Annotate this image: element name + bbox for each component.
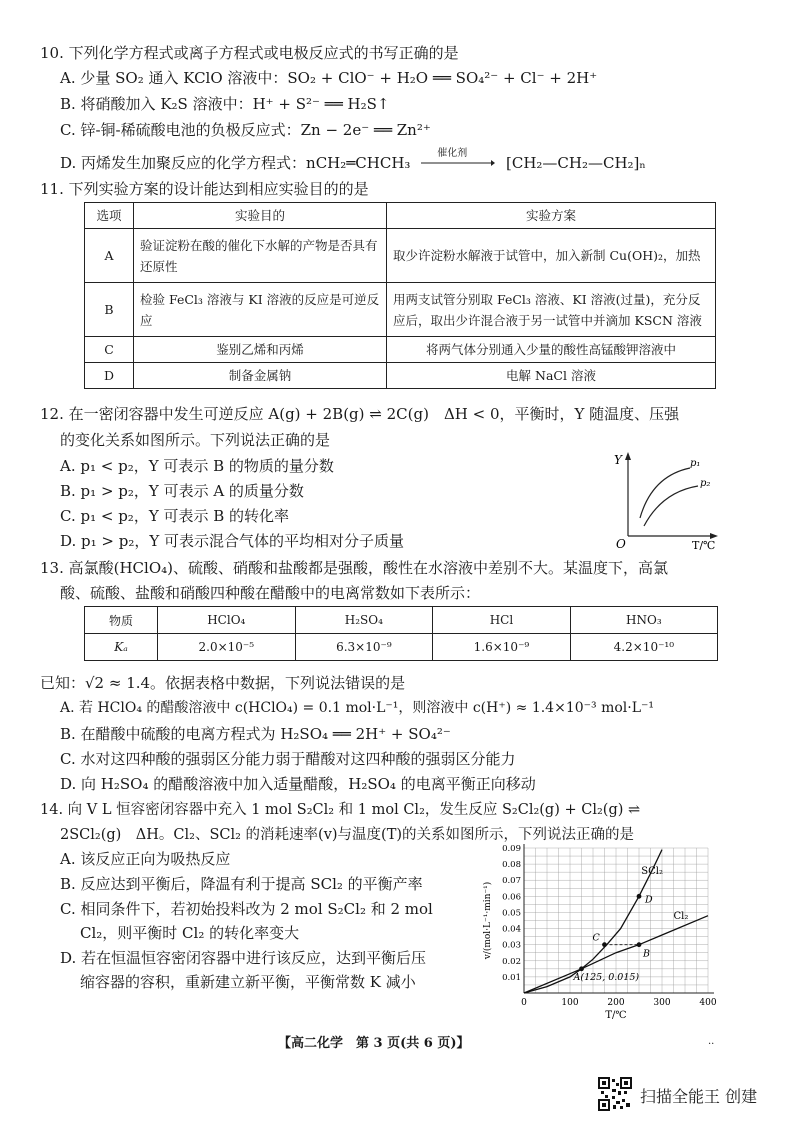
- table-cell: 4.2×10⁻¹⁰: [570, 634, 717, 661]
- q10-option-c: C. 锌-铜-稀硫酸电池的负极反应式：Zn − 2e⁻ ══ Zn²⁺: [60, 121, 431, 139]
- table-header: 实验目的: [134, 203, 387, 229]
- q10-option-a: A. 少量 SO₂ 通入 KClO 溶液中：SO₂ + ClO⁻ + H₂O ══ SO₄²⁻ + Cl⁻ + 2H⁺: [60, 69, 598, 87]
- q14-option-c-line2: Cl₂，则平衡时 Cl₂ 的转化率变大: [80, 924, 300, 942]
- table-cell: A: [85, 229, 134, 283]
- table-cell: HNO₃: [570, 607, 717, 634]
- table-cell: HCl: [433, 607, 571, 634]
- q13-option-c: C. 水对这四种酸的强弱区分能力弱于醋酸对这四种酸的强弱区分能力: [60, 750, 516, 768]
- q12-graph: [612, 448, 722, 550]
- table-cell: 检验 FeCl₃ 溶液与 KI 溶液的反应是可逆反应: [134, 283, 387, 337]
- point-a: [579, 966, 584, 971]
- q14-option-b: B. 反应达到平衡后，降温有利于提高 SCl₂ 的平衡产率: [60, 875, 423, 893]
- y-tick-label: 0.02: [502, 956, 521, 967]
- q14-option-c-line1: C. 相同条件下，若初始投料改为 2 mol S₂Cl₂ 和 2 mol: [60, 900, 433, 918]
- y-axis-label: Y: [614, 453, 622, 467]
- y-tick-label: 0.01: [502, 972, 521, 983]
- x-tick-label: 400: [699, 998, 717, 1008]
- q10-stem: 10. 下列化学方程式或离子方程式或电极反应式的书写正确的是: [40, 44, 459, 62]
- q14-option-a: A. 该反应正向为吸热反应: [60, 850, 231, 868]
- q10-option-d: [60, 148, 646, 173]
- table-cell: HClO₄: [158, 607, 296, 634]
- table-cell: 制备金属钠: [134, 363, 387, 389]
- table-cell: Kₐ: [85, 634, 158, 661]
- q12-option-b: B. p₁ > p₂，Y 可表示 A 的质量分数: [60, 482, 304, 500]
- table-row: [85, 634, 718, 661]
- point-label: A(125, 0.015): [573, 971, 640, 983]
- table-cell: 2.0×10⁻⁵: [158, 634, 296, 661]
- q13-option-d: D. 向 H₂SO₄ 的醋酸溶液中加入适量醋酸，H₂SO₄ 的电离平衡正向移动: [60, 775, 536, 793]
- point-label: D: [645, 894, 653, 906]
- q13-option-b: B. 在醋酸中硫酸的电离方程式为 H₂SO₄ ══ 2H⁺ + SO₄²⁻: [60, 725, 451, 743]
- origin-label: O: [616, 537, 626, 550]
- q13-table: [84, 606, 718, 661]
- q11-table: [84, 202, 716, 389]
- chart-y-label: v/(mol·L⁻¹·min⁻¹): [483, 881, 493, 960]
- catalyst-label: 催化剂: [437, 148, 468, 159]
- y-tick-label: 0.07: [502, 876, 521, 887]
- q13-stem-line2: 酸、硫酸、盐酸和硝酸四种酸在醋酸中的电离常数如下表所示：: [60, 584, 481, 602]
- x-axis-label: T/℃: [692, 539, 716, 550]
- y-tick-label: 0.05: [502, 908, 521, 919]
- q14-option-d-line2: 缩容器的容积，重新建立新平衡，平衡常数 K 减小: [80, 973, 416, 991]
- chart-x-label: T/℃: [605, 1010, 627, 1020]
- series-label-cl2: Cl₂: [673, 910, 689, 922]
- table-row: [85, 337, 716, 363]
- x-tick-label: 0: [521, 998, 527, 1008]
- table-cell: D: [85, 363, 134, 389]
- q12-option-a: A. p₁ < p₂，Y 可表示 B 的物质的量分数: [60, 457, 334, 475]
- table-header-row: [85, 203, 716, 229]
- scanner-watermark: 扫描全能王 创建: [640, 1087, 758, 1106]
- curve-p1: [640, 468, 690, 518]
- q12-stem-line1: 12. 在一密闭容器中发生可逆反应 A(g) + 2B(g) ⇌ 2C(g) ΔH < 0，平衡时，Y 随温度、压强: [40, 405, 680, 423]
- curve-label-p1: p₁: [690, 458, 701, 469]
- page-mark: ..: [708, 1036, 715, 1047]
- series-label-scl2: SCl₂: [641, 865, 664, 877]
- q14-stem-line1: 14. 向 V L 恒容密闭容器中充入 1 mol S₂Cl₂ 和 1 mol Cl₂，发生反应 S₂Cl₂(g) + Cl₂(g) ⇌: [40, 802, 641, 818]
- table-row: [85, 229, 716, 283]
- table-cell: 用两支试管分别取 FeCl₃ 溶液、KI 溶液(过量)，充分反应后，取出少许混合液于另一试管中并滴加 KSCN 溶液: [387, 283, 716, 337]
- catalyst-arrow: [421, 148, 495, 168]
- table-header: 实验方案: [387, 203, 716, 229]
- y-tick-label: 0.06: [502, 892, 521, 903]
- y-axis-arrow: [625, 452, 631, 460]
- table-cell: 鉴别乙烯和丙烯: [134, 337, 387, 363]
- point-label: C: [592, 932, 600, 944]
- q12-option-c: C. p₁ < p₂，Y 可表示 B 的转化率: [60, 507, 290, 525]
- qr-code: [598, 1077, 632, 1111]
- table-cell: 6.3×10⁻⁹: [295, 634, 433, 661]
- table-row: [85, 363, 716, 389]
- page-footer: 【高二化学 第 3 页(共 6 页)】: [278, 1036, 470, 1051]
- q10-d-reactant: D. 丙烯发生加聚反应的化学方程式：nCH₂═CHCH₃: [60, 154, 411, 172]
- q10-option-b: B. 将硝酸加入 K₂S 溶液中：H⁺ + S²⁻ ══ H₂S↑: [60, 95, 390, 113]
- y-tick-label: 0.08: [502, 860, 521, 871]
- point-label: B: [643, 948, 650, 960]
- q13-known: 已知：√2 ≈ 1.4。依据表格中数据，下列说法错误的是: [40, 674, 406, 692]
- q14-stem-line2: 2SCl₂(g) ΔH。Cl₂、SCl₂ 的消耗速率(v)与温度(T)的关系如图所示，下列说法正确的是: [60, 827, 635, 843]
- x-tick-label: 200: [607, 998, 625, 1008]
- table-cell: B: [85, 283, 134, 337]
- curve-label-p2: p₂: [700, 478, 711, 489]
- table-cell: 电解 NaCl 溶液: [387, 363, 716, 389]
- table-cell: 验证淀粉在酸的催化下水解的产物是否具有还原性: [134, 229, 387, 283]
- y-tick-label: 0.04: [502, 924, 521, 935]
- y-tick-label: 0.09: [502, 844, 521, 854]
- table-row: [85, 283, 716, 337]
- table-cell: 1.6×10⁻⁹: [433, 634, 571, 661]
- q13-stem-line1: 13. 高氯酸(HClO₄)、硫酸、硝酸和盐酸都是强酸，酸性在水溶液中差别不大。某温度下，高氯: [40, 559, 668, 577]
- table-cell: 物质: [85, 607, 158, 634]
- table-header: 选项: [85, 203, 134, 229]
- x-tick-label: 100: [561, 998, 579, 1008]
- table-cell: 取少许淀粉水解液于试管中，加入新制 Cu(OH)₂，加热: [387, 229, 716, 283]
- q12-stem-line2: 的变化关系如图所示。下列说法正确的是: [60, 431, 331, 449]
- table-cell: H₂SO₄: [295, 607, 433, 634]
- table-cell: 将两气体分别通入少量的酸性高锰酸钾溶液中: [387, 337, 716, 363]
- q14-option-d-line1: D. 若在恒温恒容密闭容器中进行该反应，达到平衡后压: [60, 949, 427, 967]
- q10-d-product: [CH₂—CH₂—CH₂]ₙ: [505, 154, 646, 172]
- q11-stem: 11. 下列实验方案的设计能达到相应实验目的的是: [40, 180, 369, 198]
- q12-option-d: D. p₁ > p₂，Y 可表示混合气体的平均相对分子质量: [60, 532, 405, 550]
- table-cell: C: [85, 337, 134, 363]
- q13-option-a: A. 若 HClO₄ 的醋酸溶液中 c(HClO₄) = 0.1 mol·L⁻¹，则溶液中 c(H⁺) ≈ 1.4×10⁻³ mol·L⁻¹: [60, 700, 655, 716]
- x-tick-label: 300: [653, 998, 671, 1008]
- point-d: [637, 894, 642, 899]
- table-row: [85, 607, 718, 634]
- y-tick-label: 0.03: [502, 940, 521, 951]
- rate-chart: [478, 838, 728, 1020]
